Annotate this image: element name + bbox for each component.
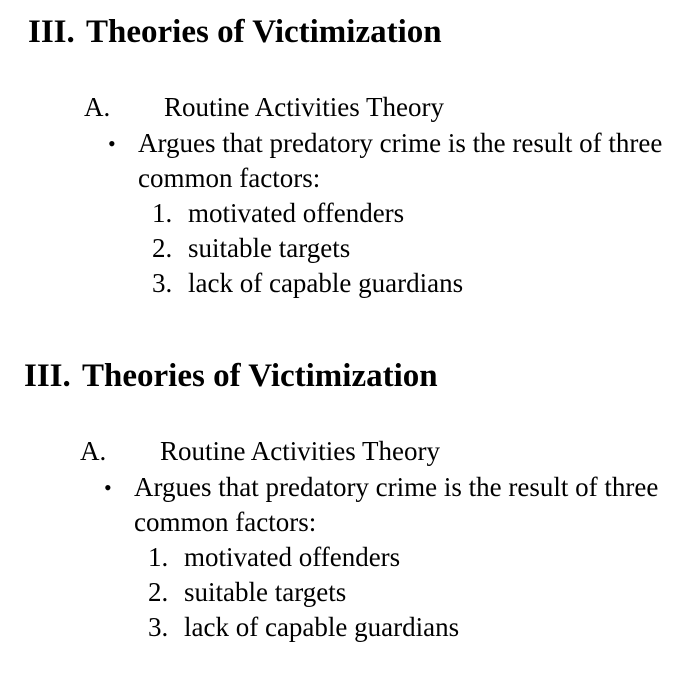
heading-title: Theories of Victimization (86, 14, 442, 50)
list-item (148, 610, 664, 645)
list-item-text: suitable targets (184, 577, 347, 607)
list-item (152, 231, 668, 266)
slide-heading (28, 12, 442, 52)
factor-list (148, 540, 664, 645)
list-item-text: motivated offenders (188, 198, 405, 228)
slide-heading (24, 356, 438, 396)
heading-number: III. (28, 14, 75, 50)
list-item-number: 2. (148, 577, 169, 607)
list-item-text: suitable targets (188, 233, 351, 263)
section-heading (80, 434, 440, 468)
list-item (152, 196, 668, 231)
bullet-item (104, 470, 664, 645)
slide-1 (0, 0, 678, 340)
heading-number: III. (24, 358, 71, 394)
bullet-text: Argues that predatory crime is the result of three common factors: (138, 128, 663, 193)
list-item (148, 575, 664, 610)
list-item-number: 3. (152, 268, 173, 298)
list-item-number: 1. (148, 542, 169, 572)
section-heading (84, 90, 444, 124)
list-item-text: lack of capable guardians (184, 612, 460, 642)
bullet-item (108, 126, 668, 301)
list-item-number: 2. (152, 233, 173, 263)
bullet-icon: • (108, 131, 116, 156)
list-item-text: lack of capable guardians (188, 268, 464, 298)
list-item (152, 266, 668, 301)
slide-2 (0, 344, 674, 684)
list-item-number: 1. (152, 198, 173, 228)
bullet-text: Argues that predatory crime is the result of three common factors: (134, 472, 659, 537)
section-title: Routine Activities Theory (160, 436, 440, 466)
bullet-icon: • (104, 475, 112, 500)
list-item-text: motivated offenders (184, 542, 401, 572)
heading-title: Theories of Victimization (82, 358, 438, 394)
section-title: Routine Activities Theory (164, 92, 444, 122)
factor-list (152, 196, 668, 301)
list-item (148, 540, 664, 575)
list-item-number: 3. (148, 612, 169, 642)
section-letter: A. (84, 92, 111, 122)
section-letter: A. (80, 436, 107, 466)
